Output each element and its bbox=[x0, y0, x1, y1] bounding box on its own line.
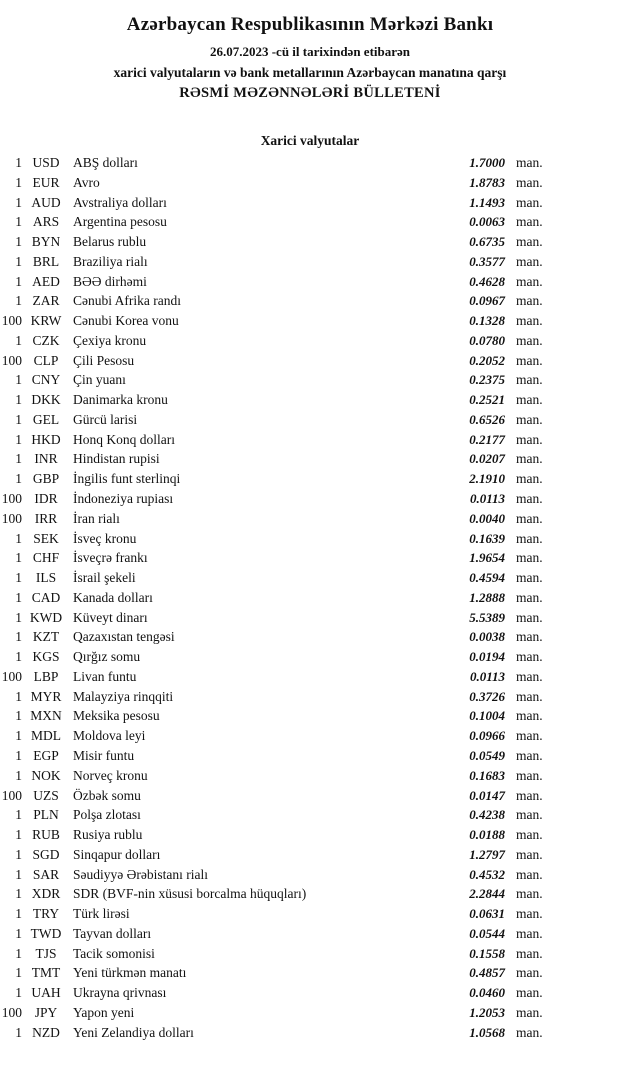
currency-quantity: 1 bbox=[15, 708, 22, 724]
currency-rate: 2.1910 bbox=[469, 471, 505, 487]
currency-unit: man. bbox=[516, 609, 543, 625]
currency-quantity: 1 bbox=[15, 273, 22, 289]
currency-code: MXN bbox=[30, 708, 62, 724]
currency-quantity: 1 bbox=[15, 253, 22, 269]
currency-name: Çexiya kronu bbox=[73, 332, 147, 348]
currency-unit: man. bbox=[516, 985, 543, 1001]
currency-rate: 0.1558 bbox=[469, 945, 505, 961]
currency-unit: man. bbox=[516, 372, 543, 388]
currency-quantity: 1 bbox=[15, 214, 22, 230]
currency-name: Avro bbox=[73, 174, 100, 190]
currency-rate: 0.0460 bbox=[469, 985, 505, 1001]
currency-unit: man. bbox=[516, 629, 543, 645]
currency-quantity: 100 bbox=[1, 491, 22, 507]
rates-table bbox=[0, 153, 620, 1042]
currency-code: AED bbox=[32, 273, 60, 289]
currency-name: Tacik somonisi bbox=[73, 945, 155, 961]
currency-row bbox=[0, 489, 620, 509]
currency-row bbox=[0, 272, 620, 292]
currency-name: Kanada dolları bbox=[73, 589, 153, 605]
currency-name: Cənubi Korea vonu bbox=[73, 313, 179, 329]
currency-name: Qazaxıstan tengəsi bbox=[73, 629, 175, 645]
currency-row bbox=[0, 509, 620, 529]
currency-rate: 0.0544 bbox=[469, 925, 505, 941]
currency-rate: 0.0207 bbox=[469, 451, 505, 467]
currency-unit: man. bbox=[516, 570, 543, 586]
currency-quantity: 100 bbox=[1, 1004, 22, 1020]
subtitle-line: xarici valyutaların və bank metallarının Azərbaycan manatına qarşı bbox=[113, 65, 507, 80]
currency-row bbox=[0, 1003, 620, 1023]
document-header bbox=[0, 12, 620, 104]
currency-quantity: 1 bbox=[15, 332, 22, 348]
currency-quantity: 1 bbox=[15, 293, 22, 309]
currency-row bbox=[0, 687, 620, 707]
currency-quantity: 1 bbox=[15, 629, 22, 645]
currency-unit: man. bbox=[516, 234, 543, 250]
currency-rate: 0.0113 bbox=[469, 668, 505, 684]
effective-date-line: 26.07.2023 -cü il tarixindən etibarən bbox=[209, 44, 411, 59]
currency-rate: 0.4857 bbox=[469, 965, 505, 981]
currency-quantity: 1 bbox=[15, 945, 22, 961]
currency-row bbox=[0, 291, 620, 311]
currency-code: ILS bbox=[35, 570, 57, 586]
currency-code: GEL bbox=[32, 411, 60, 427]
currency-rate: 1.2053 bbox=[469, 1004, 505, 1020]
currency-code: PLN bbox=[33, 807, 59, 823]
currency-row bbox=[0, 370, 620, 390]
currency-unit: man. bbox=[516, 1004, 543, 1020]
currency-code: MDL bbox=[31, 728, 61, 744]
currency-row bbox=[0, 430, 620, 450]
currency-unit: man. bbox=[516, 589, 543, 605]
currency-quantity: 1 bbox=[15, 886, 22, 902]
currency-quantity: 1 bbox=[15, 451, 22, 467]
currency-quantity: 1 bbox=[15, 846, 22, 862]
currency-code: KZT bbox=[32, 629, 60, 645]
currency-code: KGS bbox=[32, 649, 60, 665]
currency-name: Gürcü larisi bbox=[73, 411, 138, 427]
currency-name: Yapon yeni bbox=[73, 1004, 135, 1020]
currency-name: Yeni türkmən manatı bbox=[73, 965, 187, 981]
currency-row bbox=[0, 786, 620, 806]
currency-row bbox=[0, 449, 620, 469]
currency-quantity: 1 bbox=[15, 431, 22, 447]
currency-row bbox=[0, 647, 620, 667]
currency-unit: man. bbox=[516, 807, 543, 823]
currency-rate: 0.3726 bbox=[469, 688, 505, 704]
currency-rate: 0.3577 bbox=[469, 253, 505, 269]
currency-row bbox=[0, 588, 620, 608]
currency-quantity: 1 bbox=[15, 550, 22, 566]
currency-quantity: 1 bbox=[15, 589, 22, 605]
currency-quantity: 1 bbox=[15, 767, 22, 783]
currency-code: UZS bbox=[33, 787, 59, 803]
currency-rate: 5.5389 bbox=[469, 609, 505, 625]
currency-code: SAR bbox=[32, 866, 60, 882]
currency-rate: 0.6526 bbox=[469, 411, 505, 427]
currency-code: EUR bbox=[32, 174, 60, 190]
currency-code: BYN bbox=[31, 234, 61, 250]
currency-code: NZD bbox=[32, 1024, 60, 1040]
currency-row bbox=[0, 904, 620, 924]
currency-name: Çin yuanı bbox=[73, 372, 126, 388]
currency-row bbox=[0, 884, 620, 904]
currency-name: Tayvan dolları bbox=[73, 925, 152, 941]
currency-rate: 0.4532 bbox=[469, 866, 505, 882]
currency-unit: man. bbox=[516, 451, 543, 467]
currency-name: İndoneziya rupiası bbox=[73, 491, 174, 507]
currency-code: XDR bbox=[31, 886, 61, 902]
currency-unit: man. bbox=[516, 293, 543, 309]
currency-unit: man. bbox=[516, 194, 543, 210]
currency-unit: man. bbox=[516, 253, 543, 269]
currency-rate: 0.4238 bbox=[469, 807, 505, 823]
currency-row bbox=[0, 805, 620, 825]
currency-code: CZK bbox=[32, 332, 60, 348]
currency-rate: 0.0147 bbox=[469, 787, 505, 803]
currency-code: TJS bbox=[35, 945, 57, 961]
currency-quantity: 1 bbox=[15, 925, 22, 941]
currency-rate: 1.9654 bbox=[469, 550, 505, 566]
currency-row bbox=[0, 746, 620, 766]
currency-code: LBP bbox=[33, 668, 59, 684]
currency-row bbox=[0, 963, 620, 983]
currency-quantity: 1 bbox=[15, 234, 22, 250]
currency-name: Avstraliya dolları bbox=[73, 194, 167, 210]
currency-name: Misir funtu bbox=[73, 747, 135, 763]
currency-row bbox=[0, 667, 620, 687]
currency-quantity: 1 bbox=[15, 807, 22, 823]
currency-code: HKD bbox=[31, 431, 61, 447]
currency-rate: 0.0966 bbox=[469, 728, 505, 744]
currency-code: ARS bbox=[32, 214, 60, 230]
currency-rate: 0.0631 bbox=[469, 906, 505, 922]
currency-row bbox=[0, 1023, 620, 1043]
currency-name: Malayziya rinqqiti bbox=[73, 688, 174, 704]
currency-quantity: 1 bbox=[15, 609, 22, 625]
currency-unit: man. bbox=[516, 530, 543, 546]
currency-quantity: 1 bbox=[15, 392, 22, 408]
currency-quantity: 1 bbox=[15, 965, 22, 981]
currency-rate: 1.0568 bbox=[469, 1024, 505, 1040]
currency-code: USD bbox=[32, 155, 60, 170]
currency-code: CNY bbox=[31, 372, 61, 388]
currency-quantity: 1 bbox=[15, 570, 22, 586]
section-title-foreign-currencies: Xarici valyutalar bbox=[260, 133, 360, 148]
currency-rate: 0.4628 bbox=[469, 273, 505, 289]
currency-rate: 0.0113 bbox=[469, 491, 505, 507]
currency-unit: man. bbox=[516, 846, 543, 862]
currency-row bbox=[0, 608, 620, 628]
currency-quantity: 100 bbox=[1, 352, 22, 368]
currency-code: KWD bbox=[29, 609, 63, 625]
currency-rate: 0.0188 bbox=[469, 827, 505, 843]
currency-name: İsrail şekeli bbox=[73, 570, 136, 586]
currency-name: İsveçrə frankı bbox=[73, 550, 148, 566]
currency-unit: man. bbox=[516, 471, 543, 487]
currency-code: MYR bbox=[30, 688, 62, 704]
currency-rate: 0.2375 bbox=[469, 372, 505, 388]
currency-code: TMT bbox=[31, 965, 61, 981]
currency-unit: man. bbox=[516, 649, 543, 665]
currency-quantity: 1 bbox=[15, 649, 22, 665]
currency-rate: 2.2844 bbox=[469, 886, 505, 902]
currency-row bbox=[0, 390, 620, 410]
currency-name: Meksika pesosu bbox=[73, 708, 160, 724]
currency-code: UAH bbox=[31, 985, 61, 1001]
currency-name: Səudiyyə Ərəbistanı rialı bbox=[73, 866, 208, 882]
currency-rate: 0.0063 bbox=[469, 214, 505, 230]
bank-title: Azərbaycan Respublikasının Mərkəzi Bankı bbox=[126, 14, 494, 35]
currency-name: Rusiya rublu bbox=[73, 827, 143, 843]
currency-unit: man. bbox=[516, 332, 543, 348]
currency-row bbox=[0, 944, 620, 964]
currency-unit: man. bbox=[516, 174, 543, 190]
currency-unit: man. bbox=[516, 965, 543, 981]
currency-code: SGD bbox=[32, 846, 60, 862]
currency-quantity: 100 bbox=[1, 668, 22, 684]
currency-quantity: 1 bbox=[15, 411, 22, 427]
currency-row bbox=[0, 252, 620, 272]
currency-code: SEK bbox=[33, 530, 59, 546]
currency-code: EGP bbox=[33, 747, 59, 763]
currency-code: TWD bbox=[30, 925, 62, 941]
currency-name: SDR (BVF-nin xüsusi borcalma hüquqları) bbox=[73, 886, 307, 902]
currency-unit: man. bbox=[516, 273, 543, 289]
currency-unit: man. bbox=[516, 728, 543, 744]
currency-name: Norveç kronu bbox=[73, 767, 148, 783]
currency-name: Braziliya rialı bbox=[73, 253, 148, 269]
currency-unit: man. bbox=[516, 866, 543, 882]
currency-rate: 0.4594 bbox=[469, 570, 505, 586]
currency-rate: 1.8783 bbox=[469, 174, 505, 190]
currency-code: INR bbox=[34, 451, 58, 467]
currency-unit: man. bbox=[516, 688, 543, 704]
currency-name: Çili Pesosu bbox=[73, 352, 135, 368]
currency-name: Küveyt dinarı bbox=[73, 609, 148, 625]
currency-rate: 0.0040 bbox=[469, 510, 505, 526]
currency-rate: 0.1683 bbox=[469, 767, 505, 783]
currency-row bbox=[0, 410, 620, 430]
currency-rate: 0.1004 bbox=[469, 708, 505, 724]
currency-row bbox=[0, 193, 620, 213]
currency-row bbox=[0, 924, 620, 944]
currency-quantity: 1 bbox=[15, 866, 22, 882]
currency-name: Özbək somu bbox=[73, 787, 141, 803]
currency-rate: 0.6735 bbox=[469, 234, 505, 250]
currency-code: GBP bbox=[32, 471, 60, 487]
currency-unit: man. bbox=[516, 906, 543, 922]
currency-row bbox=[0, 351, 620, 371]
currency-unit: man. bbox=[516, 352, 543, 368]
currency-name: Cənubi Afrika randı bbox=[73, 293, 181, 309]
currency-name: İngilis funt sterlinqi bbox=[73, 471, 181, 487]
currency-name: BƏƏ dirhəmi bbox=[73, 273, 147, 289]
currency-unit: man. bbox=[516, 1024, 543, 1040]
currency-quantity: 1 bbox=[15, 747, 22, 763]
currency-quantity: 1 bbox=[15, 688, 22, 704]
currency-rate: 0.1328 bbox=[469, 313, 505, 329]
currency-rate: 1.7000 bbox=[469, 155, 505, 170]
currency-row bbox=[0, 153, 620, 173]
currency-name: Qırğız somu bbox=[73, 649, 141, 665]
currency-row bbox=[0, 983, 620, 1003]
currency-row bbox=[0, 865, 620, 885]
currency-name: Danimarka kronu bbox=[73, 392, 168, 408]
currency-unit: man. bbox=[516, 550, 543, 566]
currency-unit: man. bbox=[516, 155, 543, 170]
currency-row bbox=[0, 845, 620, 865]
currency-row bbox=[0, 627, 620, 647]
currency-unit: man. bbox=[516, 886, 543, 902]
currency-name: Honq Konq dolları bbox=[73, 431, 175, 447]
currency-unit: man. bbox=[516, 214, 543, 230]
currency-quantity: 1 bbox=[15, 471, 22, 487]
currency-row bbox=[0, 548, 620, 568]
currency-name: Ukrayna qrivnası bbox=[73, 985, 167, 1001]
currency-code: RUB bbox=[32, 827, 60, 843]
currency-rate: 0.2052 bbox=[469, 352, 505, 368]
currency-name: Belarus rublu bbox=[73, 234, 147, 250]
currency-rate: 0.0194 bbox=[469, 649, 505, 665]
currency-name: Türk lirəsi bbox=[73, 906, 130, 922]
currency-unit: man. bbox=[516, 668, 543, 684]
currency-unit: man. bbox=[516, 945, 543, 961]
currency-rate: 0.2521 bbox=[469, 392, 505, 408]
currency-row bbox=[0, 212, 620, 232]
currency-code: BRL bbox=[32, 253, 60, 269]
currency-rate: 0.1639 bbox=[469, 530, 505, 546]
currency-name: Sinqapur dolları bbox=[73, 846, 161, 862]
currency-row bbox=[0, 726, 620, 746]
currency-quantity: 1 bbox=[15, 530, 22, 546]
currency-name: Yeni Zelandiya dolları bbox=[73, 1024, 194, 1040]
currency-unit: man. bbox=[516, 767, 543, 783]
currency-rate: 0.0038 bbox=[469, 629, 505, 645]
currency-code: NOK bbox=[31, 767, 61, 783]
currency-unit: man. bbox=[516, 925, 543, 941]
currency-code: KRW bbox=[30, 313, 62, 329]
currency-rate: 1.2888 bbox=[469, 589, 505, 605]
currency-row bbox=[0, 173, 620, 193]
currency-code: CLP bbox=[33, 352, 59, 368]
currency-name: İran rialı bbox=[73, 510, 120, 526]
currency-quantity: 100 bbox=[1, 787, 22, 803]
currency-rate: 1.2797 bbox=[469, 846, 505, 862]
currency-rate: 1.1493 bbox=[469, 194, 505, 210]
currency-row bbox=[0, 766, 620, 786]
currency-unit: man. bbox=[516, 787, 543, 803]
currency-code: AUD bbox=[31, 194, 61, 210]
currency-quantity: 1 bbox=[15, 372, 22, 388]
currency-quantity: 1 bbox=[15, 194, 22, 210]
currency-row bbox=[0, 331, 620, 351]
currency-code: DKK bbox=[31, 392, 61, 408]
currency-name: Polşa zlotası bbox=[73, 807, 141, 823]
currency-code: ZAR bbox=[32, 293, 60, 309]
currency-name: ABŞ dolları bbox=[73, 155, 138, 170]
currency-unit: man. bbox=[516, 411, 543, 427]
currency-name: Hindistan rupisi bbox=[73, 451, 160, 467]
currency-unit: man. bbox=[516, 708, 543, 724]
currency-row bbox=[0, 568, 620, 588]
currency-quantity: 1 bbox=[15, 728, 22, 744]
currency-code: CAD bbox=[31, 589, 61, 605]
currency-unit: man. bbox=[516, 510, 543, 526]
currency-row bbox=[0, 469, 620, 489]
currency-unit: man. bbox=[516, 491, 543, 507]
currency-rate: 0.0549 bbox=[469, 747, 505, 763]
currency-row bbox=[0, 311, 620, 331]
currency-quantity: 100 bbox=[1, 313, 22, 329]
currency-row bbox=[0, 825, 620, 845]
currency-code: JPY bbox=[34, 1004, 58, 1020]
currency-unit: man. bbox=[516, 827, 543, 843]
currency-row bbox=[0, 529, 620, 549]
currency-quantity: 1 bbox=[15, 1024, 22, 1040]
currency-unit: man. bbox=[516, 747, 543, 763]
currency-row bbox=[0, 232, 620, 252]
currency-code: TRY bbox=[32, 906, 60, 922]
currency-unit: man. bbox=[516, 313, 543, 329]
currency-code: IDR bbox=[34, 491, 58, 507]
currency-unit: man. bbox=[516, 392, 543, 408]
currency-code: IRR bbox=[34, 510, 58, 526]
currency-row bbox=[0, 706, 620, 726]
currency-rate: 0.2177 bbox=[469, 431, 505, 447]
currency-rate: 0.0967 bbox=[469, 293, 505, 309]
currency-unit: man. bbox=[516, 431, 543, 447]
currency-quantity: 100 bbox=[1, 510, 22, 526]
currency-name: Argentina pesosu bbox=[73, 214, 167, 230]
currency-name: İsveç kronu bbox=[73, 530, 137, 546]
currency-quantity: 1 bbox=[15, 906, 22, 922]
currency-rate: 0.0780 bbox=[469, 332, 505, 348]
currency-code: CHF bbox=[32, 550, 60, 566]
currency-quantity: 1 bbox=[15, 827, 22, 843]
currency-quantity: 1 bbox=[15, 985, 22, 1001]
bulletin-title: RƏSMİ MƏZƏNNƏLƏRİ BÜLLETENİ bbox=[179, 85, 441, 101]
currency-quantity: 1 bbox=[15, 155, 22, 170]
currency-name: Moldova leyi bbox=[73, 728, 146, 744]
currency-name: Livan funtu bbox=[73, 668, 137, 684]
currency-quantity: 1 bbox=[15, 174, 22, 190]
